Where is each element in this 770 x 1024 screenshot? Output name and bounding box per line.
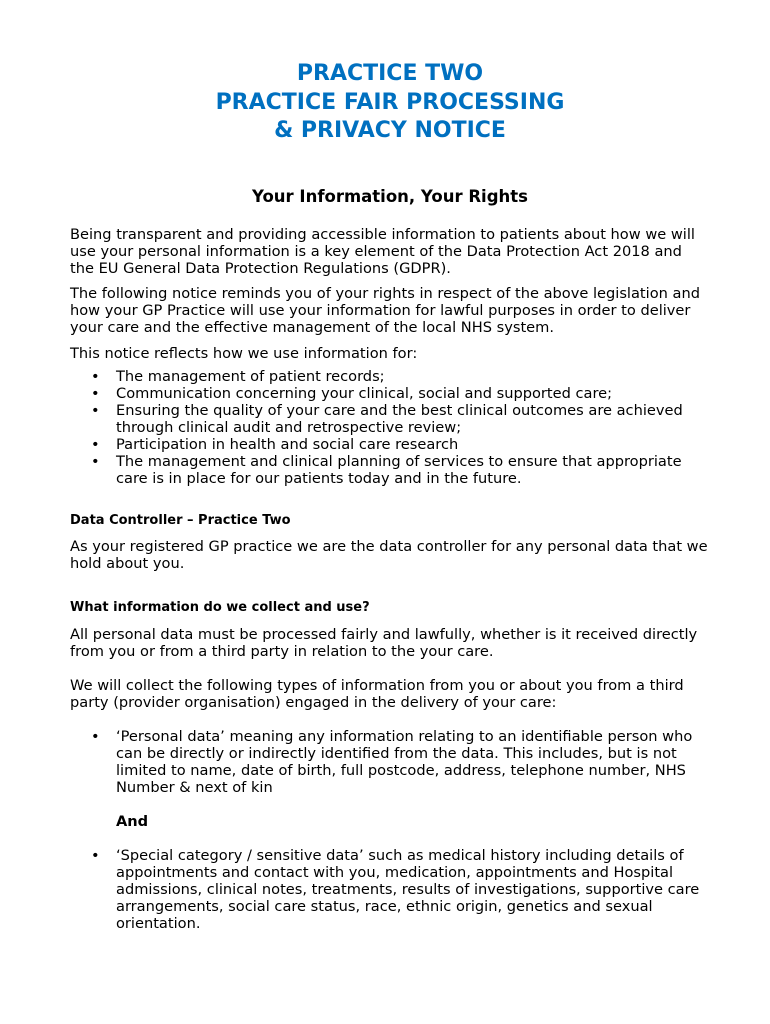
bullet-icon: • — [91, 367, 100, 385]
list-item-text: Ensuring the quality of your care and the best clinical outcomes are achieved through clinical audit and retrospective review; — [116, 401, 683, 436]
controller-heading: Data Controller – Practice Two — [70, 512, 291, 528]
list-item — [70, 402, 710, 436]
uses-list — [70, 368, 710, 487]
list-item — [70, 728, 710, 796]
title-line-3: & PRIVACY NOTICE — [274, 118, 506, 143]
list-item-text: Communication concerning your clinical, social and supported care; — [116, 384, 613, 402]
list-item-text: The management of patient records; — [116, 367, 385, 385]
bullet-icon: • — [91, 727, 100, 745]
bullet-icon: • — [91, 384, 100, 402]
collect-heading: What information do we collect and use? — [70, 599, 370, 615]
intro-paragraph-3: This notice reflects how we use information for: — [70, 344, 418, 362]
document-page — [70, 60, 710, 932]
title-line-2: PRACTICE FAIR PROCESSING — [215, 89, 565, 115]
list-item — [70, 453, 710, 487]
collect-paragraph-2: We will collect the following types of information from you or about you from a third party (provider organisation) engaged in the delivery of your care: — [70, 676, 684, 711]
document-subtitle: Your Information, Your Rights — [252, 186, 528, 206]
list-item-text: The management and clinical planning of services to ensure that appropriate care is in place for our patients today and in the future. — [116, 452, 682, 487]
intro-paragraph-2: The following notice reminds you of your rights in respect of the above legislation and how your GP Practice will use your information for lawful purposes in order to deliver your care and the effective management of the local NHS system. — [70, 284, 700, 336]
and-label: And — [116, 812, 149, 830]
bullet-icon: • — [91, 401, 100, 419]
list-item-text: ‘Special category / sensitive data’ such as medical history including details of appointments and contact with you, medication, appointments and Hospital admissions, clinical notes, treatments, results of investigations, supportive care arrangements, social care status, race, ethnic origin, genetics and sexual orientation. — [116, 846, 700, 932]
list-item-text: ‘Personal data’ meaning any information relating to an identifiable person who can be directly or indirectly identified from the data. This includes, but is not limited to name, date of birth, full postcode, address, telephone number, NHS Number & next of kin — [116, 727, 693, 796]
list-item — [70, 436, 710, 453]
list-item — [70, 368, 710, 385]
list-item — [70, 847, 710, 932]
title-line-1: PRACTICE TWO — [296, 61, 484, 86]
data-types-list-continued — [70, 847, 710, 932]
collect-paragraph-1: All personal data must be processed fairly and lawfully, whether is it received directly from you or from a third party in relation to the your care. — [70, 625, 698, 660]
data-types-list — [70, 728, 710, 796]
list-item — [70, 385, 710, 402]
intro-paragraph-1: Being transparent and providing accessible information to patients about how we will use your personal information is a key element of the Data Protection Act 2018 and the EU General Data Protection Regulations (GDPR). — [70, 225, 695, 277]
bullet-icon: • — [91, 435, 100, 453]
bullet-icon: • — [91, 452, 100, 470]
document-title — [70, 60, 710, 146]
controller-paragraph: As your registered GP practice we are the data controller for any personal data that we hold about you. — [70, 537, 708, 572]
list-item-text: Participation in health and social care research — [116, 435, 459, 453]
bullet-icon: • — [91, 846, 100, 864]
